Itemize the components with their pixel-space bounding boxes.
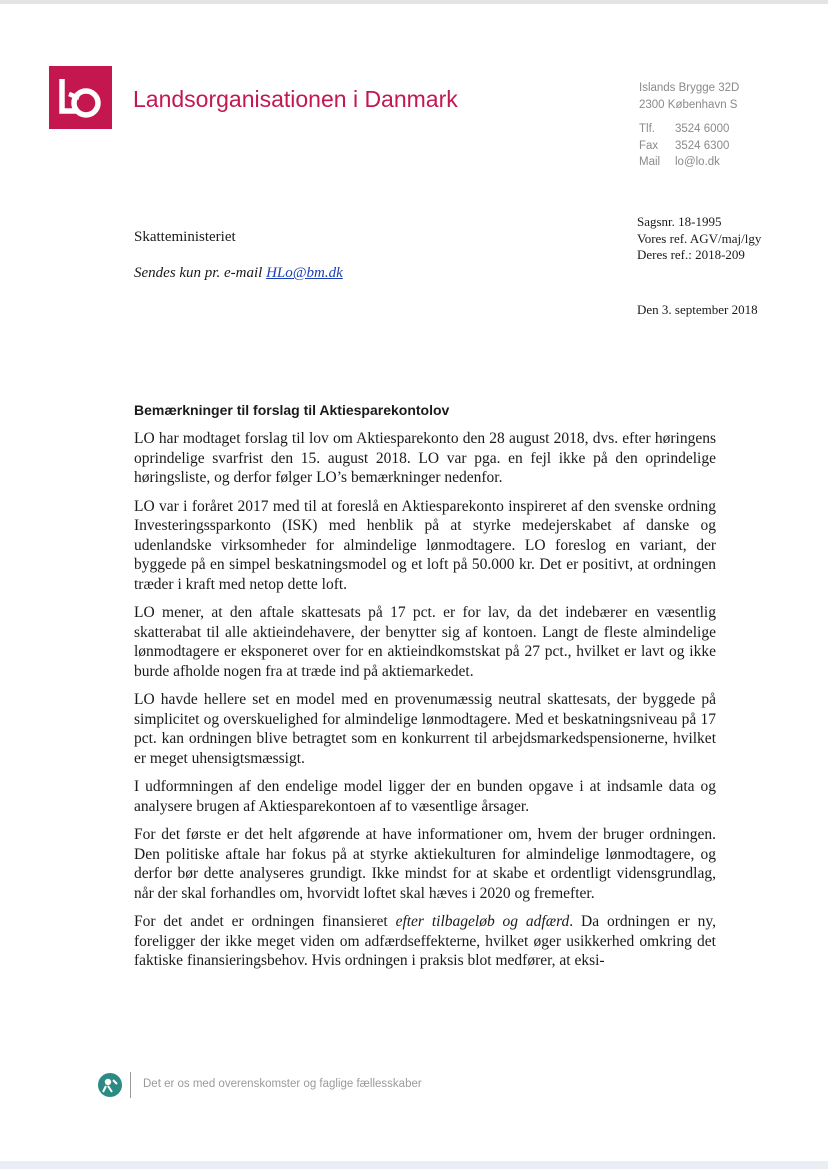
fax-label: Fax xyxy=(639,139,659,152)
footer-tagline: Det er os med overenskomster og faglige fællesskaber xyxy=(143,1078,422,1090)
paragraph-4: LO havde hellere set en model med en provenumæssig neutral skattesats, der byggede på simplicitet og overskuelighed for almindelige lønmodtagere. Med et beskatningsniveau på 17 pct. kan ordningen blive betragtet som en konkurrent til arbejdsmarkedspensionerne, hvilket er meget uhensigtsmæssigt. xyxy=(134,691,716,767)
people-icon xyxy=(98,1073,122,1097)
letter-body xyxy=(134,429,716,980)
delivery-note xyxy=(134,265,343,282)
mail-value: lo@lo.dk xyxy=(675,156,720,168)
delivery-text: Sendes kun pr. e-mail xyxy=(134,265,267,281)
vores-ref: Vores ref. AGV/maj/lgy xyxy=(637,230,762,246)
address-line2: 2300 København S xyxy=(639,98,738,111)
top-edge xyxy=(0,0,828,4)
phone-label: Tlf. xyxy=(639,123,655,135)
paragraph-7 xyxy=(134,912,716,971)
phone-value: 3524 6000 xyxy=(675,123,730,135)
phone-row xyxy=(639,121,739,138)
recipient-email-link[interactable]: HLo@bm.dk xyxy=(266,265,343,281)
subject-heading: Bemærkninger til forslag til Aktiesparekontolov xyxy=(134,402,450,418)
paragraph-1: LO har modtaget forslag til lov om Aktiesparekonto den 28 august 2018, dvs. efter høringens oprindelige svarfrist den 15. august 2018. LO var pga. en fejl ikke på den oprindelige høringsliste, og derfor følger LO’s bemærkninger nedenfor. xyxy=(134,430,716,486)
paragraph-2: LO var i foråret 2017 med til at foreslå en Aktiesparekonto inspireret af den svenske ordning Investeringssparkonto (ISK) med henblik på at styrke medejerskabet af danske og udenlandske virksomheder for almindelige lønmodtagere. LO foreslog en variant, der byggede på en simpel beskatningsmodel og et loft på 50.000 kr. Det er positivt, at ordningen træder i kraft med netop dette loft. xyxy=(134,497,716,593)
recipient-name: Skatteministeriet xyxy=(134,229,236,245)
paragraph-3: LO mener, at den aftale skattesats på 17 pct. er for lav, da det indebærer en væsentlig skatterabat til alle aktieindehavere, der benytter sig af kontoen. Langt de fleste almindelige lønmodtagere er eksponeret over for en aktieindkomstskat på 27 pct., hvilket er lavt og ikke burde afholde nogen fra at træde ind på aktiemarkedet. xyxy=(134,604,716,680)
letter-date: Den 3. september 2018 xyxy=(637,302,758,317)
fax-row xyxy=(639,138,739,155)
paragraph-7-end: . Da ordningen er ny, foreligger der ikke meget viden om adfærdseffekterne, hvilket øger usikkerhed omkring det faktiske finansieringsbehov. Hvis ordningen i praksis blot medfører, at eksi- xyxy=(134,913,716,969)
contact-block xyxy=(639,80,739,171)
paragraph-7-start: For det andet er ordningen finansieret xyxy=(134,913,396,930)
deres-ref: Deres ref.: 2018-209 xyxy=(637,247,745,262)
fax-value: 3524 6300 xyxy=(675,139,730,152)
address-line1: Islands Brygge 32D xyxy=(639,82,740,94)
mail-row xyxy=(639,154,739,171)
paragraph-6: For det første er det helt afgørende at have informationer om, hvem der bruger ordningen. Den politiske aftale har fokus på at styrke aktiekulturen for almindelige lønmodtagere, og derfor bør dette analyseres grundigt. Ikke mindst for at skabe et ordentligt vidensgrundlag, når der skal forhandles om, hvorvidt loftet skal hæves i 2020 og fremefter. xyxy=(134,826,716,902)
footer-divider xyxy=(130,1072,131,1098)
reference-block xyxy=(637,214,761,264)
bottom-edge xyxy=(0,1161,828,1169)
sagsnr: Sagsnr. 18-1995 xyxy=(637,214,722,229)
mail-label: Mail xyxy=(639,156,661,168)
paragraph-7-emphasis: efter tilbageløb og adfærd xyxy=(395,913,570,930)
paragraph-5: I udformningen af den endelige model ligger der en bunden opgave i at indsamle data og analysere brugen af Aktiesparekontoen af to væsentlige årsager. xyxy=(134,778,716,815)
org-name: Landsorganisationen i Danmark xyxy=(133,86,458,112)
lo-logo-icon xyxy=(49,66,112,129)
